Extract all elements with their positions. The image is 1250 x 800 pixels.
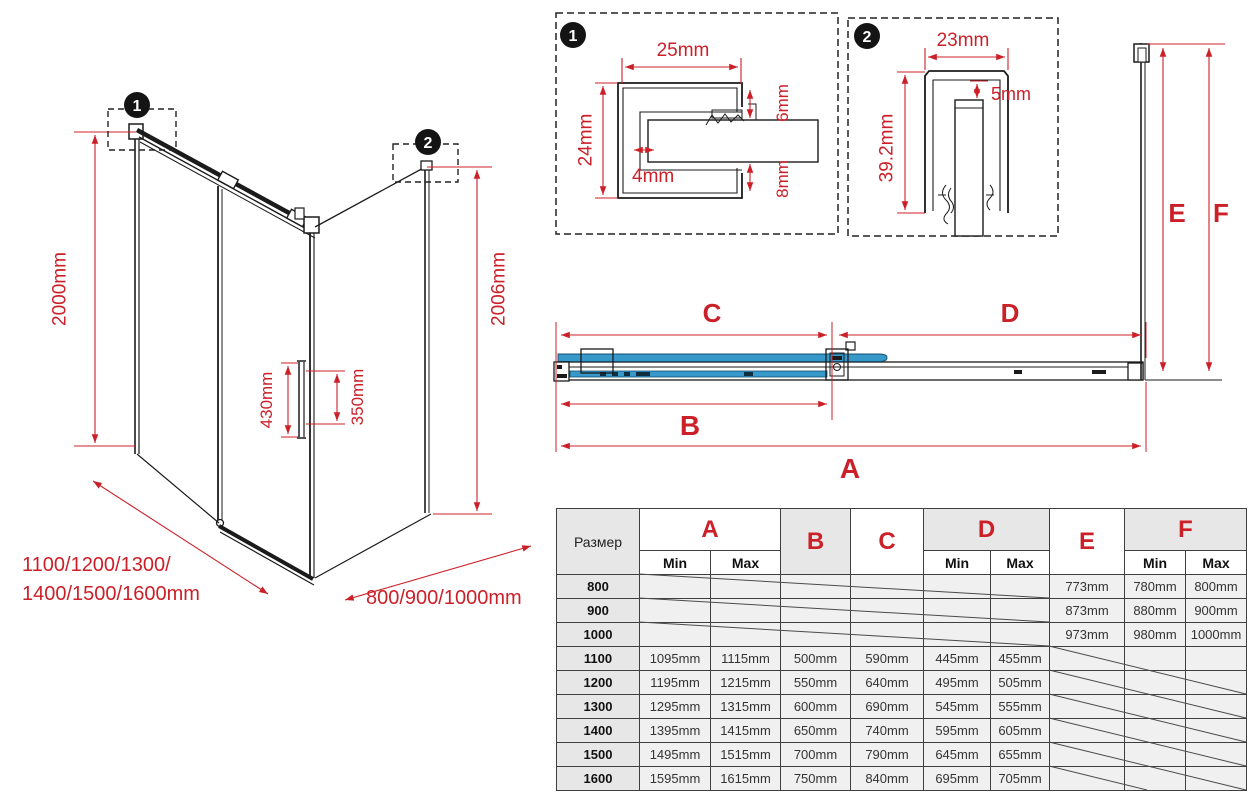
value-cell bbox=[1050, 671, 1125, 695]
max-header-d: Max bbox=[991, 551, 1050, 575]
value-cell bbox=[711, 599, 781, 623]
value-cell bbox=[991, 575, 1050, 599]
value-cell: 600mm bbox=[781, 695, 851, 719]
value-cell: 1095mm bbox=[640, 647, 711, 671]
height-right-label: 2006mm bbox=[488, 252, 510, 326]
value-cell bbox=[1186, 719, 1247, 743]
value-cell bbox=[851, 575, 924, 599]
value-cell: 800mm bbox=[1186, 575, 1247, 599]
size-cell: 1000 bbox=[557, 623, 640, 647]
dim-e-label: E bbox=[1168, 198, 1186, 228]
value-cell: 500mm bbox=[781, 647, 851, 671]
dim-c-label: C bbox=[702, 298, 722, 328]
value-cell: 1495mm bbox=[640, 743, 711, 767]
value-cell bbox=[1186, 767, 1247, 791]
table-row bbox=[557, 767, 1247, 791]
value-cell: 545mm bbox=[924, 695, 991, 719]
value-cell bbox=[1125, 719, 1186, 743]
table-header bbox=[557, 509, 1247, 575]
value-cell: 900mm bbox=[1186, 599, 1247, 623]
value-cell bbox=[1186, 743, 1247, 767]
value-cell: 700mm bbox=[781, 743, 851, 767]
detail2-number: 2 bbox=[862, 28, 872, 46]
table-row bbox=[557, 743, 1247, 767]
spec-table bbox=[556, 508, 1246, 790]
value-cell bbox=[711, 575, 781, 599]
width-options-line1: 1100/1200/1300/ bbox=[22, 554, 171, 576]
detail1-slot-label: 4mm bbox=[632, 166, 675, 187]
height-left-label: 2000mm bbox=[49, 252, 71, 326]
value-cell bbox=[1125, 671, 1186, 695]
detail-1 bbox=[556, 13, 838, 234]
value-cell: 973mm bbox=[1050, 623, 1125, 647]
value-cell bbox=[1125, 695, 1186, 719]
dim-height-2006 bbox=[427, 167, 492, 514]
value-cell: 455mm bbox=[991, 647, 1050, 671]
value-cell: 550mm bbox=[781, 671, 851, 695]
value-cell: 1315mm bbox=[711, 695, 781, 719]
detail2-width-label: 23mm bbox=[936, 30, 990, 51]
detail1-bottomgap-label: 8mm bbox=[772, 160, 792, 198]
value-cell bbox=[640, 623, 711, 647]
handle-spacing-label: 350mm bbox=[347, 368, 367, 426]
size-cell: 1500 bbox=[557, 743, 640, 767]
value-cell: 1595mm bbox=[640, 767, 711, 791]
value-cell bbox=[1050, 647, 1125, 671]
value-cell: 773mm bbox=[1050, 575, 1125, 599]
value-cell: 780mm bbox=[1125, 575, 1186, 599]
value-cell: 750mm bbox=[781, 767, 851, 791]
size-cell: 800 bbox=[557, 575, 640, 599]
size-cell: 1100 bbox=[557, 647, 640, 671]
value-cell bbox=[1050, 695, 1125, 719]
column-header-c: C bbox=[851, 509, 924, 575]
value-cell bbox=[781, 623, 851, 647]
detail-2 bbox=[848, 18, 1058, 236]
fixed-glass-plan bbox=[570, 371, 827, 377]
detail2-glass bbox=[955, 100, 983, 236]
value-cell bbox=[1125, 767, 1186, 791]
value-cell: 1195mm bbox=[640, 671, 711, 695]
value-cell bbox=[991, 599, 1050, 623]
dim-handle-430 bbox=[281, 363, 298, 437]
detail2-gap-label: 5mm bbox=[991, 84, 1031, 104]
size-cell: 1400 bbox=[557, 719, 640, 743]
table-row bbox=[557, 647, 1247, 671]
table-body bbox=[557, 575, 1247, 791]
dim-f-label: F bbox=[1213, 198, 1229, 228]
detail1-dim-24 bbox=[595, 83, 618, 198]
value-cell: 505mm bbox=[991, 671, 1050, 695]
min-header-f: Min bbox=[1125, 551, 1186, 575]
table-row bbox=[557, 599, 1247, 623]
table-row bbox=[557, 671, 1247, 695]
value-cell: 1515mm bbox=[711, 743, 781, 767]
detail1-topgap-label: 6mm bbox=[772, 84, 792, 122]
dim-d-label: D bbox=[1000, 298, 1020, 328]
corner-bracket bbox=[295, 208, 304, 219]
table-row bbox=[557, 575, 1247, 599]
value-cell bbox=[1050, 767, 1125, 791]
corner-cap bbox=[304, 217, 319, 233]
detail1-height-label: 24mm bbox=[575, 113, 597, 167]
column-header-f: F bbox=[1125, 509, 1247, 551]
value-cell bbox=[640, 599, 711, 623]
value-cell bbox=[924, 599, 991, 623]
value-cell bbox=[781, 599, 851, 623]
table-row bbox=[557, 719, 1247, 743]
value-cell: 1395mm bbox=[640, 719, 711, 743]
value-cell: 1000mm bbox=[1186, 623, 1247, 647]
value-cell: 1615mm bbox=[711, 767, 781, 791]
value-cell bbox=[851, 599, 924, 623]
extension-lines bbox=[556, 44, 1225, 452]
column-header-e: E bbox=[1050, 509, 1125, 575]
door-handle bbox=[297, 361, 306, 438]
value-cell: 590mm bbox=[851, 647, 924, 671]
detail1-width-label: 25mm bbox=[656, 40, 710, 61]
dim-b-label: B bbox=[679, 410, 701, 441]
dim-handle-350 bbox=[306, 371, 345, 424]
value-cell bbox=[1125, 647, 1186, 671]
detail2-dim-23 bbox=[925, 48, 1008, 70]
size-header: Размер bbox=[557, 509, 640, 575]
value-cell: 1115mm bbox=[711, 647, 781, 671]
value-cell bbox=[711, 623, 781, 647]
value-cell: 640mm bbox=[851, 671, 924, 695]
detail2-height-label: 39.2mm bbox=[876, 113, 898, 183]
size-cell: 1600 bbox=[557, 767, 640, 791]
value-cell bbox=[1186, 695, 1247, 719]
max-header-a: Max bbox=[711, 551, 781, 575]
min-header-d: Min bbox=[924, 551, 991, 575]
dim-a-label: A bbox=[839, 453, 861, 484]
size-cell: 1300 bbox=[557, 695, 640, 719]
value-cell: 690mm bbox=[851, 695, 924, 719]
max-header-f: Max bbox=[1186, 551, 1247, 575]
sizes-table bbox=[556, 508, 1247, 791]
value-cell: 555mm bbox=[991, 695, 1050, 719]
value-cell: 1215mm bbox=[711, 671, 781, 695]
value-cell bbox=[1050, 719, 1125, 743]
callout1-number: 1 bbox=[132, 97, 142, 115]
detail2-dim-39 bbox=[897, 72, 925, 213]
handle-length-label: 430mm bbox=[256, 371, 276, 429]
value-cell: 705mm bbox=[991, 767, 1050, 791]
wall-profile-plan bbox=[1134, 44, 1149, 62]
header-row-letters bbox=[557, 509, 1247, 551]
value-cell: 595mm bbox=[924, 719, 991, 743]
isometric-view bbox=[22, 92, 531, 609]
column-header-d: D bbox=[924, 509, 1050, 551]
size-cell: 900 bbox=[557, 599, 640, 623]
value-cell: 790mm bbox=[851, 743, 924, 767]
size-cell: 1200 bbox=[557, 671, 640, 695]
value-cell: 605mm bbox=[991, 719, 1050, 743]
value-cell: 740mm bbox=[851, 719, 924, 743]
top-view bbox=[554, 43, 1229, 484]
dim-height-2000 bbox=[74, 132, 136, 446]
value-cell: 695mm bbox=[924, 767, 991, 791]
value-cell bbox=[851, 623, 924, 647]
value-cell: 495mm bbox=[924, 671, 991, 695]
value-cell bbox=[1125, 743, 1186, 767]
detail1-number: 1 bbox=[568, 27, 578, 45]
value-cell: 1415mm bbox=[711, 719, 781, 743]
width-options-line2: 1400/1500/1600mm bbox=[22, 583, 200, 605]
table-row bbox=[557, 695, 1247, 719]
value-cell bbox=[781, 575, 851, 599]
min-header-a: Min bbox=[640, 551, 711, 575]
depth-options: 800/900/1000mm bbox=[366, 587, 522, 609]
value-cell bbox=[924, 623, 991, 647]
value-cell: 980mm bbox=[1125, 623, 1186, 647]
value-cell bbox=[1050, 743, 1125, 767]
value-cell bbox=[1186, 647, 1247, 671]
detail1-glass bbox=[648, 120, 818, 162]
value-cell: 645mm bbox=[924, 743, 991, 767]
table-row bbox=[557, 623, 1247, 647]
column-header-b: B bbox=[781, 509, 851, 575]
detail1-dim-25 bbox=[622, 58, 741, 84]
value-cell: 445mm bbox=[924, 647, 991, 671]
value-cell: 1295mm bbox=[640, 695, 711, 719]
value-cell bbox=[991, 623, 1050, 647]
side-panel-cap bbox=[421, 161, 432, 170]
value-cell bbox=[640, 575, 711, 599]
value-cell: 880mm bbox=[1125, 599, 1186, 623]
callout2-number: 2 bbox=[423, 134, 433, 152]
value-cell bbox=[924, 575, 991, 599]
detail2-dim-5 bbox=[970, 81, 988, 98]
value-cell: 655mm bbox=[991, 743, 1050, 767]
value-cell: 650mm bbox=[781, 719, 851, 743]
column-header-a: A bbox=[640, 509, 781, 551]
value-cell: 873mm bbox=[1050, 599, 1125, 623]
value-cell bbox=[1186, 671, 1247, 695]
value-cell: 840mm bbox=[851, 767, 924, 791]
